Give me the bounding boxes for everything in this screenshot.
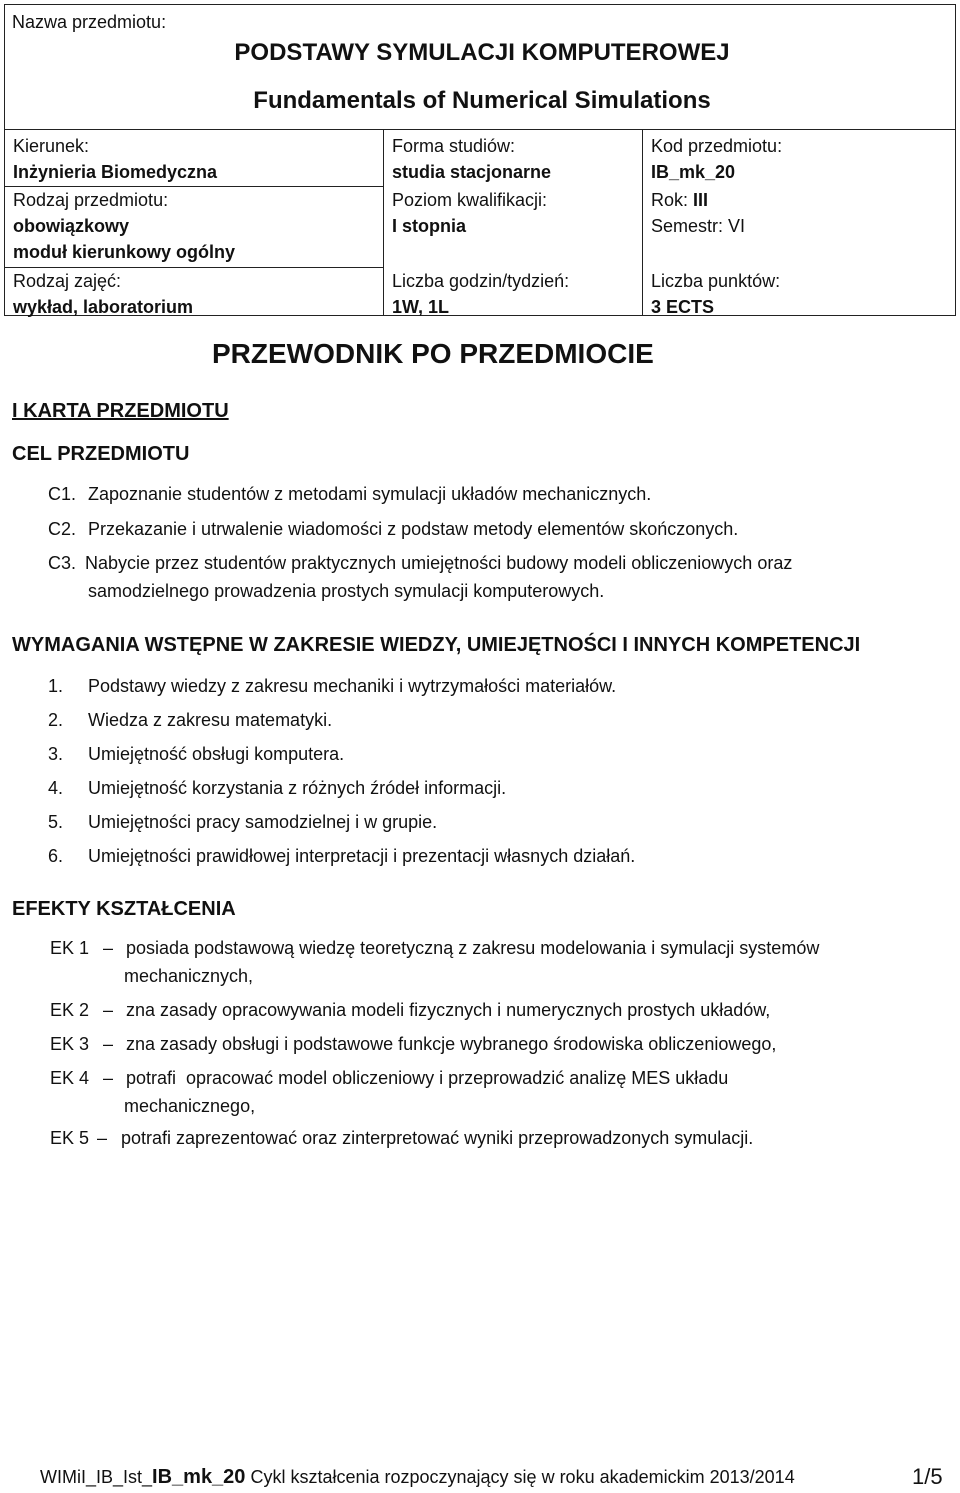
course-header-table — [4, 4, 956, 316]
field-forma-studiow: Forma studiów: studia stacjonarne — [392, 136, 552, 182]
list-item: Podstawy wiedzy z zakresu mechaniki i wytrzymałości materiałów. — [88, 676, 617, 696]
karta-title: I KARTA PRZEDMIOTU — [12, 400, 229, 422]
field-rodzaj-zajec: Rodzaj zajęć: wykład, laboratorium — [13, 271, 194, 317]
outcome-text: zna zasady opracowywania modeli fizycznych i numerycznych prostych układów, — [126, 1000, 771, 1020]
outcome-code: EK 3 — [50, 1034, 90, 1054]
list-item: Umiejętność korzystania z różnych źródeł informacji. — [88, 778, 507, 798]
course-name-label: Nazwa przedmiotu: — [12, 12, 167, 32]
list-item-continued: samodzielnego prowadzenia prostych symulacji komputerowych. — [88, 581, 605, 601]
outcome-dash: – — [103, 1000, 114, 1020]
cel-title: CEL PRZEDMIOTU — [12, 443, 190, 465]
outcome-code: EK 2 — [50, 1000, 90, 1020]
wymagania-title: WYMAGANIA WSTĘPNE W ZAKRESIE WIEDZY, UMIEJĘTNOŚCI I INNYCH KOMPETENCJI — [12, 634, 861, 656]
outcome-text-continued: mechanicznych, — [124, 966, 254, 986]
outcome-text-continued: mechanicznego, — [124, 1096, 256, 1116]
list-item: Wiedza z zakresu matematyki. — [88, 710, 333, 730]
list-item: Umiejętności pracy samodzielnej i w grupie. — [88, 812, 438, 832]
course-title-en: Fundamentals of Numerical Simulations — [253, 87, 711, 114]
header-column-2 — [384, 129, 643, 315]
outcome-dash: – — [103, 938, 114, 958]
list-item: Nabycie przez studentów praktycznych umiejętności budowy modeli obliczeniowych oraz — [85, 553, 793, 573]
list-item-number: 2. — [48, 710, 64, 730]
outcome-dash: – — [97, 1128, 108, 1148]
outcome-text: potrafi zaprezentować oraz zinterpretować wyniki przeprowadzonych symulacji. — [121, 1128, 754, 1148]
course-title-row — [5, 5, 955, 130]
field-liczba-godzin: Liczba godzin/tydzień: 1W, 1L — [392, 271, 570, 317]
footer-text: Cykl kształcenia rozpoczynający się w roku akademickim 2013/2014 — [250, 1467, 795, 1487]
list-item: Przekazanie i utrwalenie wiadomości z podstaw metody elementów skończonych. — [88, 519, 739, 539]
field-kod: Kod przedmiotu: IB_mk_20 — [651, 136, 783, 182]
outcome-code: EK 5 — [50, 1128, 90, 1148]
outcome-text: potrafi opracować model obliczeniowy i przeprowadzić analizę MES układu — [126, 1068, 729, 1088]
list-item-number: C3. — [48, 553, 77, 573]
outcome-code: EK 4 — [50, 1068, 90, 1088]
field-poziom: Poziom kwalifikacji: I stopnia — [392, 190, 548, 236]
list-item: Zapoznanie studentów z metodami symulacji układów mechanicznych. — [88, 484, 652, 504]
course-title-pl: PODSTAWY SYMULACJI KOMPUTEROWEJ — [234, 39, 730, 66]
list-item: Umiejętności prawidłowej interpretacji i prezentacji własnych działań. — [88, 846, 636, 866]
guide-title: PRZEWODNIK PO PRZEDMIOCIE — [212, 338, 654, 369]
list-item-number: C1. — [48, 484, 77, 504]
efekty-title: EFEKTY KSZTAŁCENIA — [12, 898, 236, 920]
header-column-3 — [643, 129, 955, 315]
footer-prefix: WIMiI_IB_Ist_ — [40, 1467, 153, 1487]
list-item: Umiejętność obsługi komputera. — [88, 744, 345, 764]
list-item-number: 4. — [48, 778, 64, 798]
list-item-number: 5. — [48, 812, 64, 832]
outcome-text: zna zasady obsługi i podstawowe funkcje wybranego środowiska obliczeniowego, — [126, 1034, 777, 1054]
field-liczba-punktow: Liczba punktów: 3 ECTS — [651, 271, 781, 317]
field-kierunek: Kierunek: Inżynieria Biomedyczna — [13, 136, 218, 182]
outcome-dash: – — [103, 1034, 114, 1054]
header-column-1 — [5, 129, 384, 315]
outcome-code: EK 1 — [50, 938, 90, 958]
list-item-number: 1. — [48, 676, 64, 696]
list-item-number: C2. — [48, 519, 77, 539]
list-item-number: 3. — [48, 744, 64, 764]
page-footer — [40, 1466, 795, 1489]
list-item-number: 6. — [48, 846, 64, 866]
footer-code: IB_mk_20 — [152, 1466, 246, 1488]
page-number: 1/5 — [912, 1464, 943, 1489]
field-rok-semestr: Rok: III Semestr: VI — [651, 190, 746, 236]
outcome-dash: – — [103, 1068, 114, 1088]
field-rodzaj-przedmiotu: Rodzaj przedmiotu: obowiązkowy moduł kierunkowy ogólny — [13, 190, 236, 262]
outcome-text: posiada podstawową wiedzę teoretyczną z zakresu modelowania i symulacji systemów — [126, 938, 820, 958]
